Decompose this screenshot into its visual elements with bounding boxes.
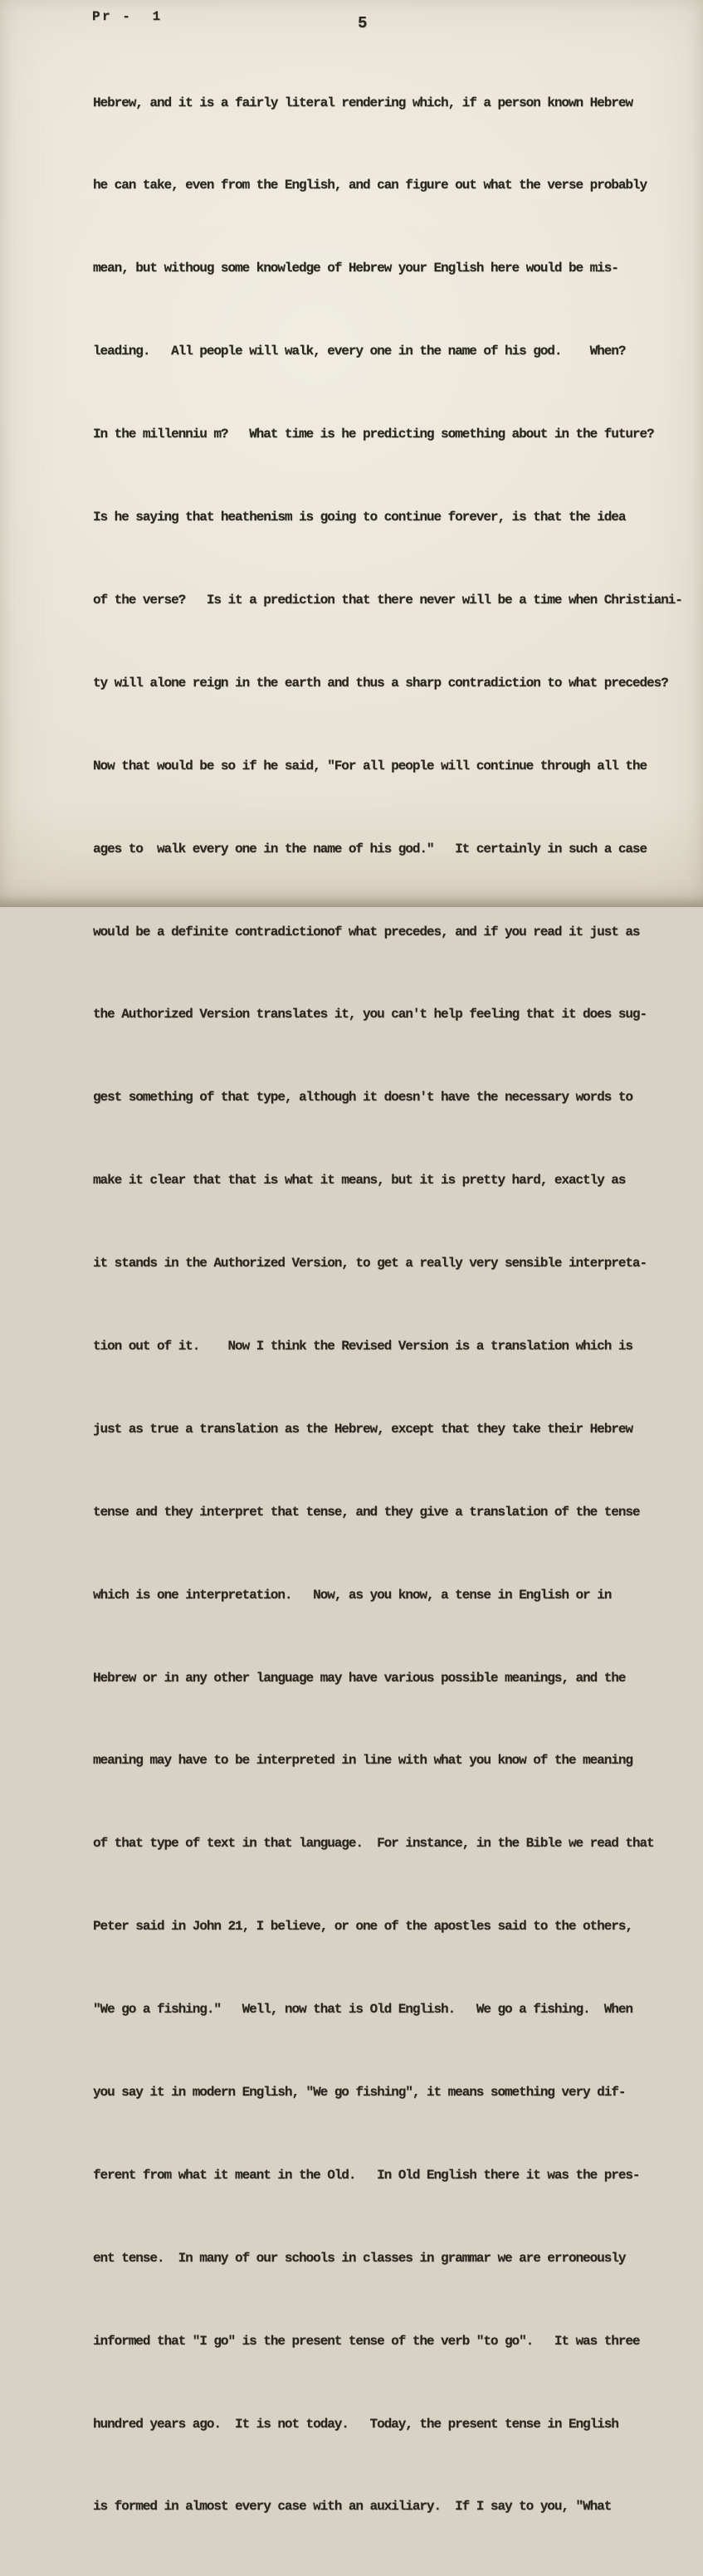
text-line: make it clear that that is what it means, but it is pretty hard, exactly as: [93, 1173, 626, 1188]
text-line: would be a definite contradictionof what precedes, and if you read it just as: [93, 924, 640, 939]
text-line: which is one interpretation. Now, as you know, a tense in English or in: [93, 1587, 612, 1603]
text-line: Hebrew, and it is a fairly literal rendering which, if a person known Hebrew: [93, 95, 632, 110]
text-line: ferent from what it meant in the Old. In Old English there it was the pres-: [93, 2167, 640, 2183]
text-line: Now that would be so if he said, "For all people will continue through all the: [93, 758, 647, 773]
text-line: ent tense. In many of our schools in classes in grammar we are erroneously: [93, 2250, 626, 2266]
text-line: you say it in modern English, "We go fishing", it means something very dif-: [93, 2084, 626, 2100]
text-line: of that type of text in that language. For instance, in the Bible we read that: [93, 1836, 654, 1852]
text-line: he can take, even from the English, and can figure out what the verse probably: [93, 178, 647, 193]
page-number: 5: [358, 14, 368, 32]
text-line: gest something of that type, although it doesn't have the necessary words to: [93, 1090, 632, 1105]
text-line: the Authorized Version translates it, you can't help feeling that it does sug-: [93, 1007, 647, 1022]
header-code: Pr - 1: [92, 9, 163, 24]
text-line: tion out of it. Now I think the Revised Version is a translation which is: [93, 1338, 632, 1354]
text-line: hundred years ago. It is not today. Today, the present tense in English: [93, 2416, 618, 2432]
text-line: just as true a translation as the Hebrew, except that they take their Hebrew: [93, 1421, 632, 1437]
text-line: is formed in almost every case with an auxiliary. If I say to you, "What: [93, 2499, 612, 2515]
text-line: "We go a fishing." Well, now that is Old English. We go a fishing. When: [93, 2002, 632, 2017]
text-line: informed that "I go" is the present tense of the verb "to go". It was three: [93, 2333, 640, 2349]
text-line: leading. All people will walk, every one in the name of his god. When?: [93, 344, 626, 359]
text-line: Peter said in John 21, I believe, or one of the apostles said to the others,: [93, 1919, 632, 1934]
document-body: [93, 34, 682, 2576]
text-line: In the millenniu m? What time is he predicting something about in the future?: [93, 427, 654, 442]
text-line: Hebrew or in any other language may have various possible meanings, and the: [93, 1670, 626, 1686]
text-line: tense and they interpret that tense, and they give a translation of the tense: [93, 1504, 640, 1520]
text-line: ages to walk every one in the name of his god." It certainly in such a case: [93, 841, 647, 856]
text-line: Is he saying that heathenism is going to continue forever, is that the idea: [93, 510, 626, 525]
text-line: meaning may have to be interpreted in line with what you know of the meaning: [93, 1753, 632, 1769]
text-line: it stands in the Authorized Version, to get a really very sensible interpreta-: [93, 1256, 647, 1271]
text-line: mean, but withoug some knowledge of Hebrew your English here would be mis-: [93, 261, 618, 276]
text-line: of the verse? Is it a prediction that there never will be a time when Christiani-: [93, 592, 682, 607]
text-line: ty will alone reign in the earth and thus a sharp contradiction to what precedes?: [93, 675, 668, 690]
